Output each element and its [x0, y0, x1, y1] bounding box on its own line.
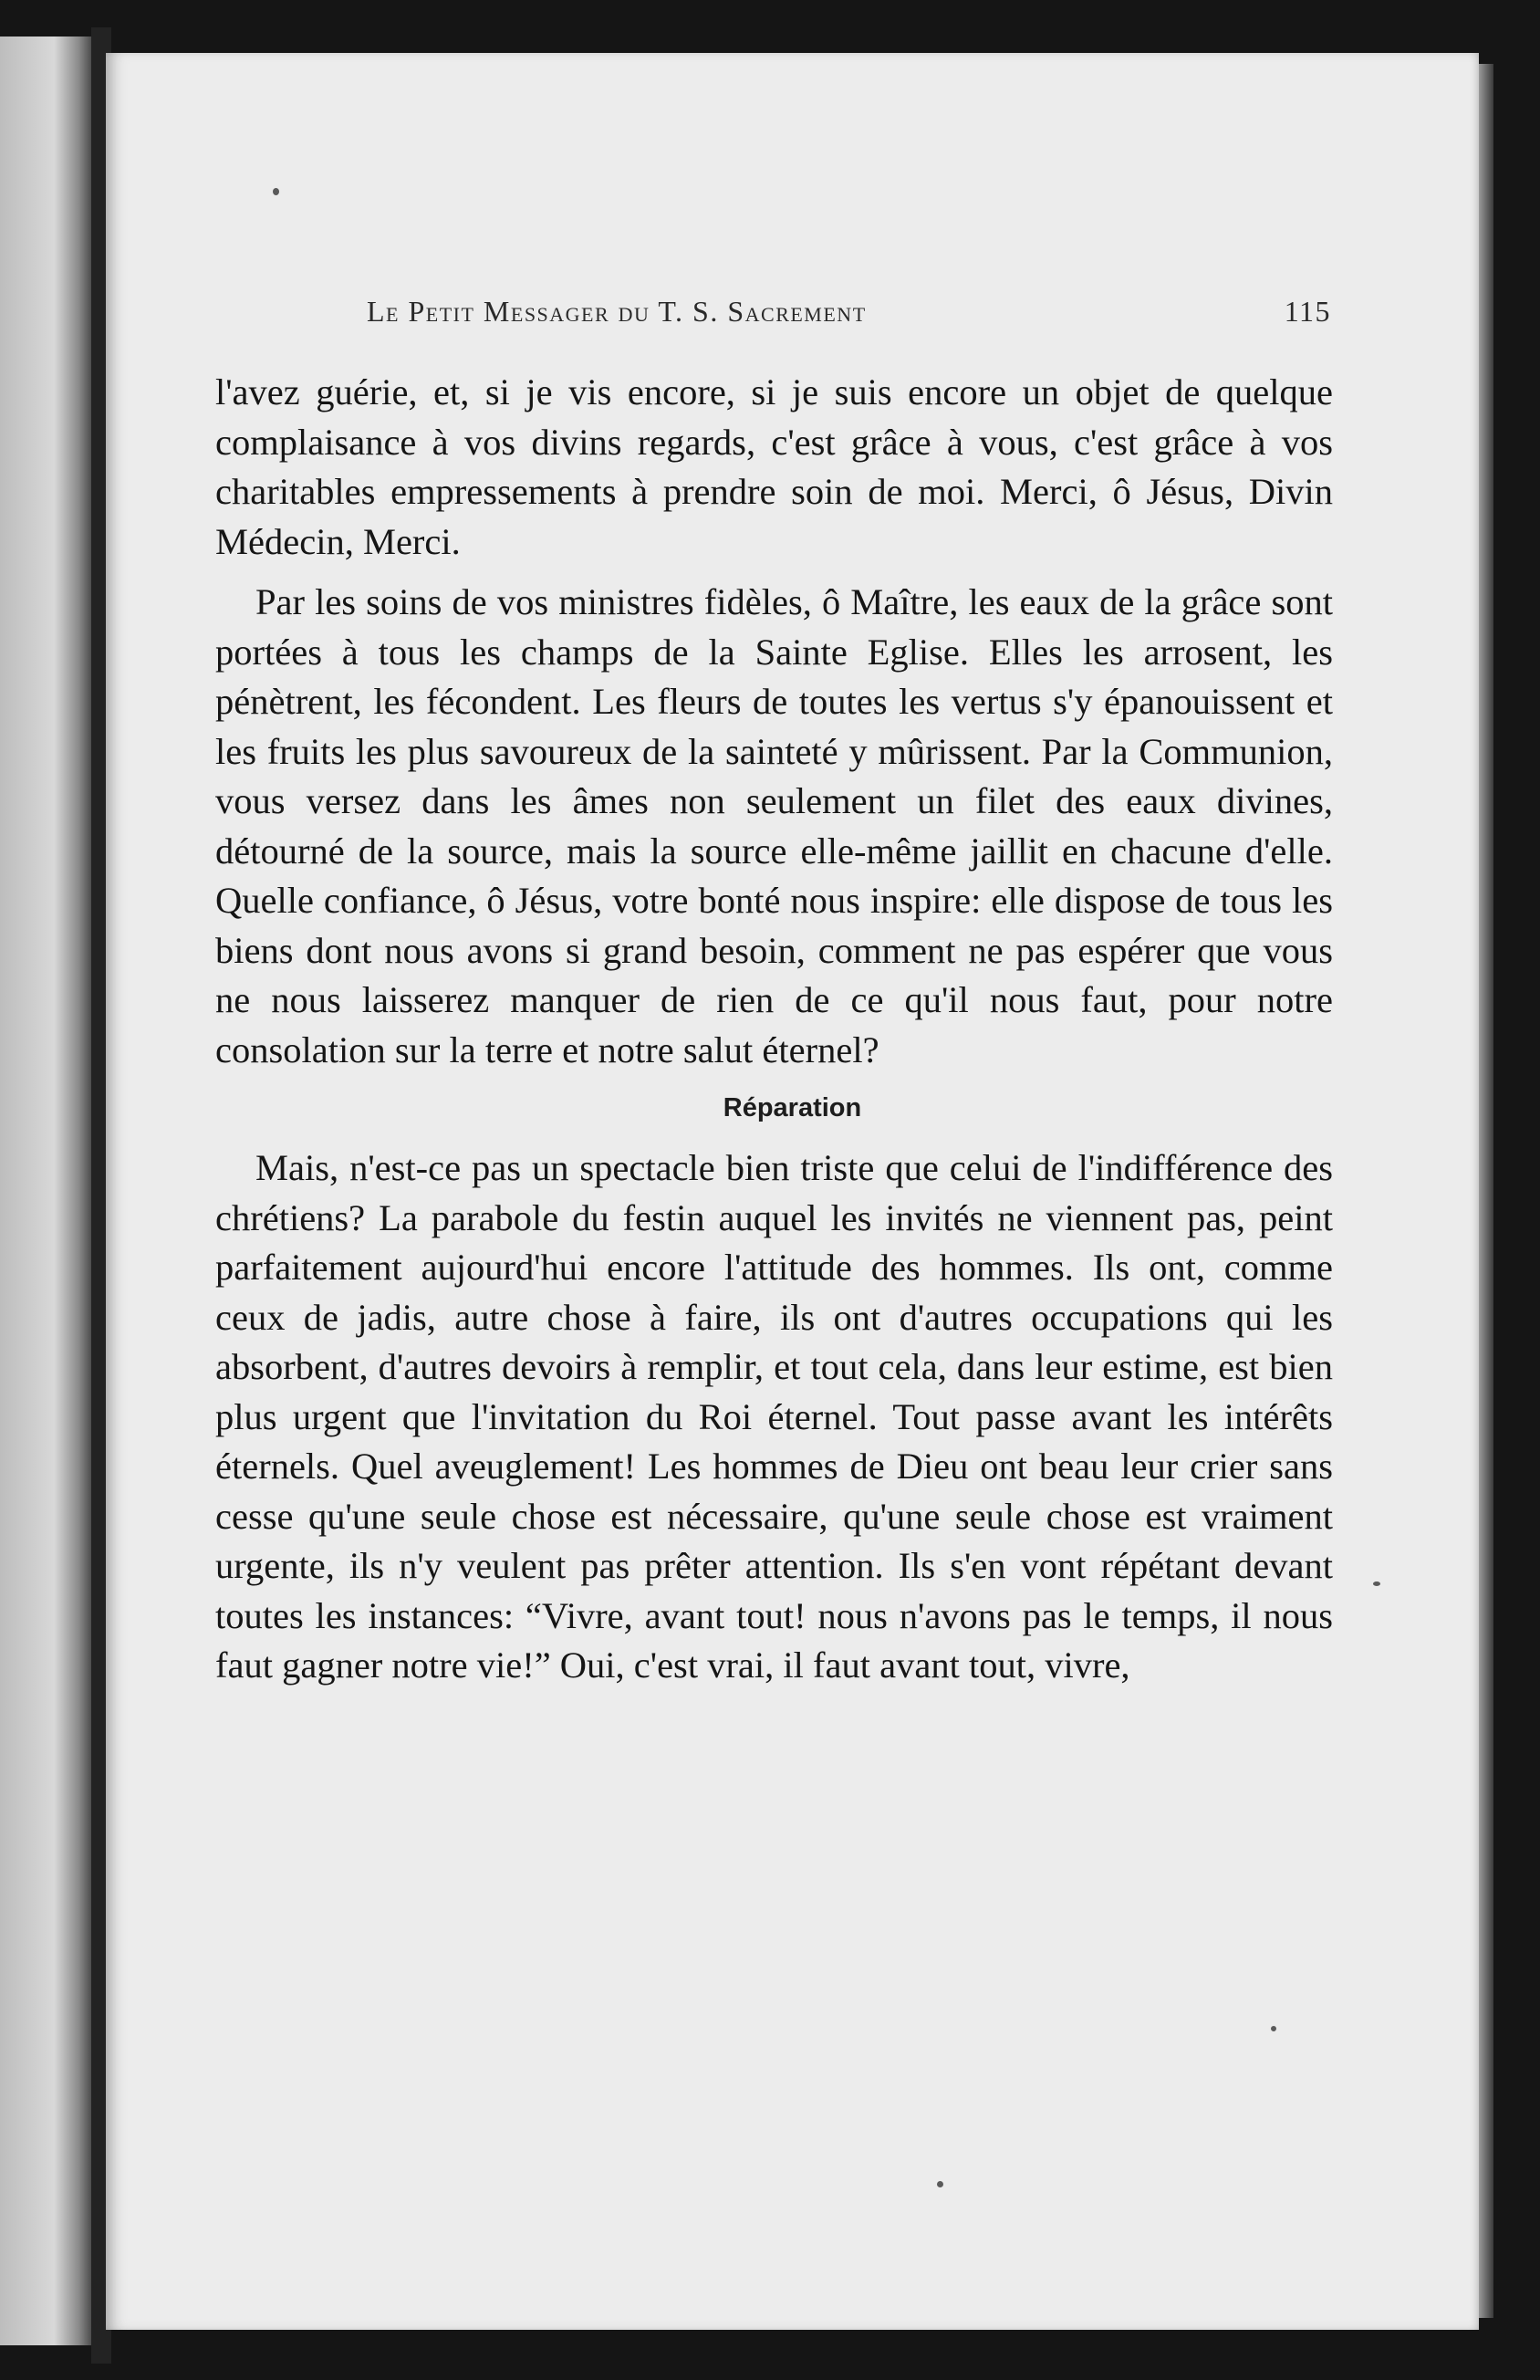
paragraph-reparation: Mais, n'est-ce pas un spectacle bien triste que celui de l'indifférence des chrétiens? La parabole du festin auquel les invités ne viennent pas, peint parfaitement aujourd'hui encore l'attitude des hommes. Ils ont, comme ceux de jadis, autre chose à faire, ils ont d'autres occupations qui les absorbent, d'autres devoirs à remplir, et tout cela, dans leur estime, est bien plus urgent que l'invitation du Roi éternel. Tout passe avant les intérêts éternels. Quel aveuglement! Les hommes de Dieu ont beau leur crier sans cesse qu'une seule chose est nécessaire, qu'une seule chose est vraiment urgente, ils n'y veulent pas prêter attention. Ils s'en vont répétant devant toutes les instances: “Vivre, avant tout! nous n'avons pas le temps, il nous faut gagner notre vie!” Oui, c'est vrai, il faut avant tout, vivre,	[215, 1147, 1333, 1686]
dust-speck	[1373, 1581, 1380, 1586]
dust-speck	[273, 188, 279, 195]
page-text-block	[215, 295, 1333, 1691]
paragraph-continuation: l'avez guérie, et, si je vis encore, si je suis encore un objet de quelque complaisance à vos divins regards, c'est grâce à vous, c'est grâce à vos charitables empressements à prendre soin de moi. Merci, ô Jésus, Divin Médecin, Merci.	[215, 371, 1333, 562]
page-right-edge	[1479, 64, 1493, 2318]
left-page-edge	[0, 37, 99, 2345]
running-head-title: Le Petit Messager du T. S. Sacrement	[367, 295, 867, 328]
section-heading: Réparation	[723, 1093, 862, 1122]
book-page	[106, 53, 1479, 2330]
dust-speck	[937, 2181, 943, 2187]
running-head	[215, 295, 1333, 350]
dust-speck	[1271, 2026, 1276, 2031]
page-number: 115	[1284, 295, 1331, 328]
paragraph-communion: Par les soins de vos ministres fidèles, ô Maître, les eaux de la grâce sont portées à tous les champs de la Sainte Eglise. Elles les arrosent, les pénètrent, les fécondent. Les fleurs de toutes les vertus s'y épanouissent et les fruits les plus savoureux de la sainteté y mûrissent. Par la Communion, vous versez dans les âmes non seulement un filet des eaux divines, détourné de la source, mais la source elle-même jaillit en chacune d'elle. Quelle confiance, ô Jésus, votre bonté nous inspire: elle dispose de tous les biens dont nous avons si grand besoin, comment ne pas espérer que vous ne nous laisserez manquer de rien de ce qu'il nous faut, pour notre consolation sur la terre et notre salut éternel?	[215, 581, 1333, 1070]
